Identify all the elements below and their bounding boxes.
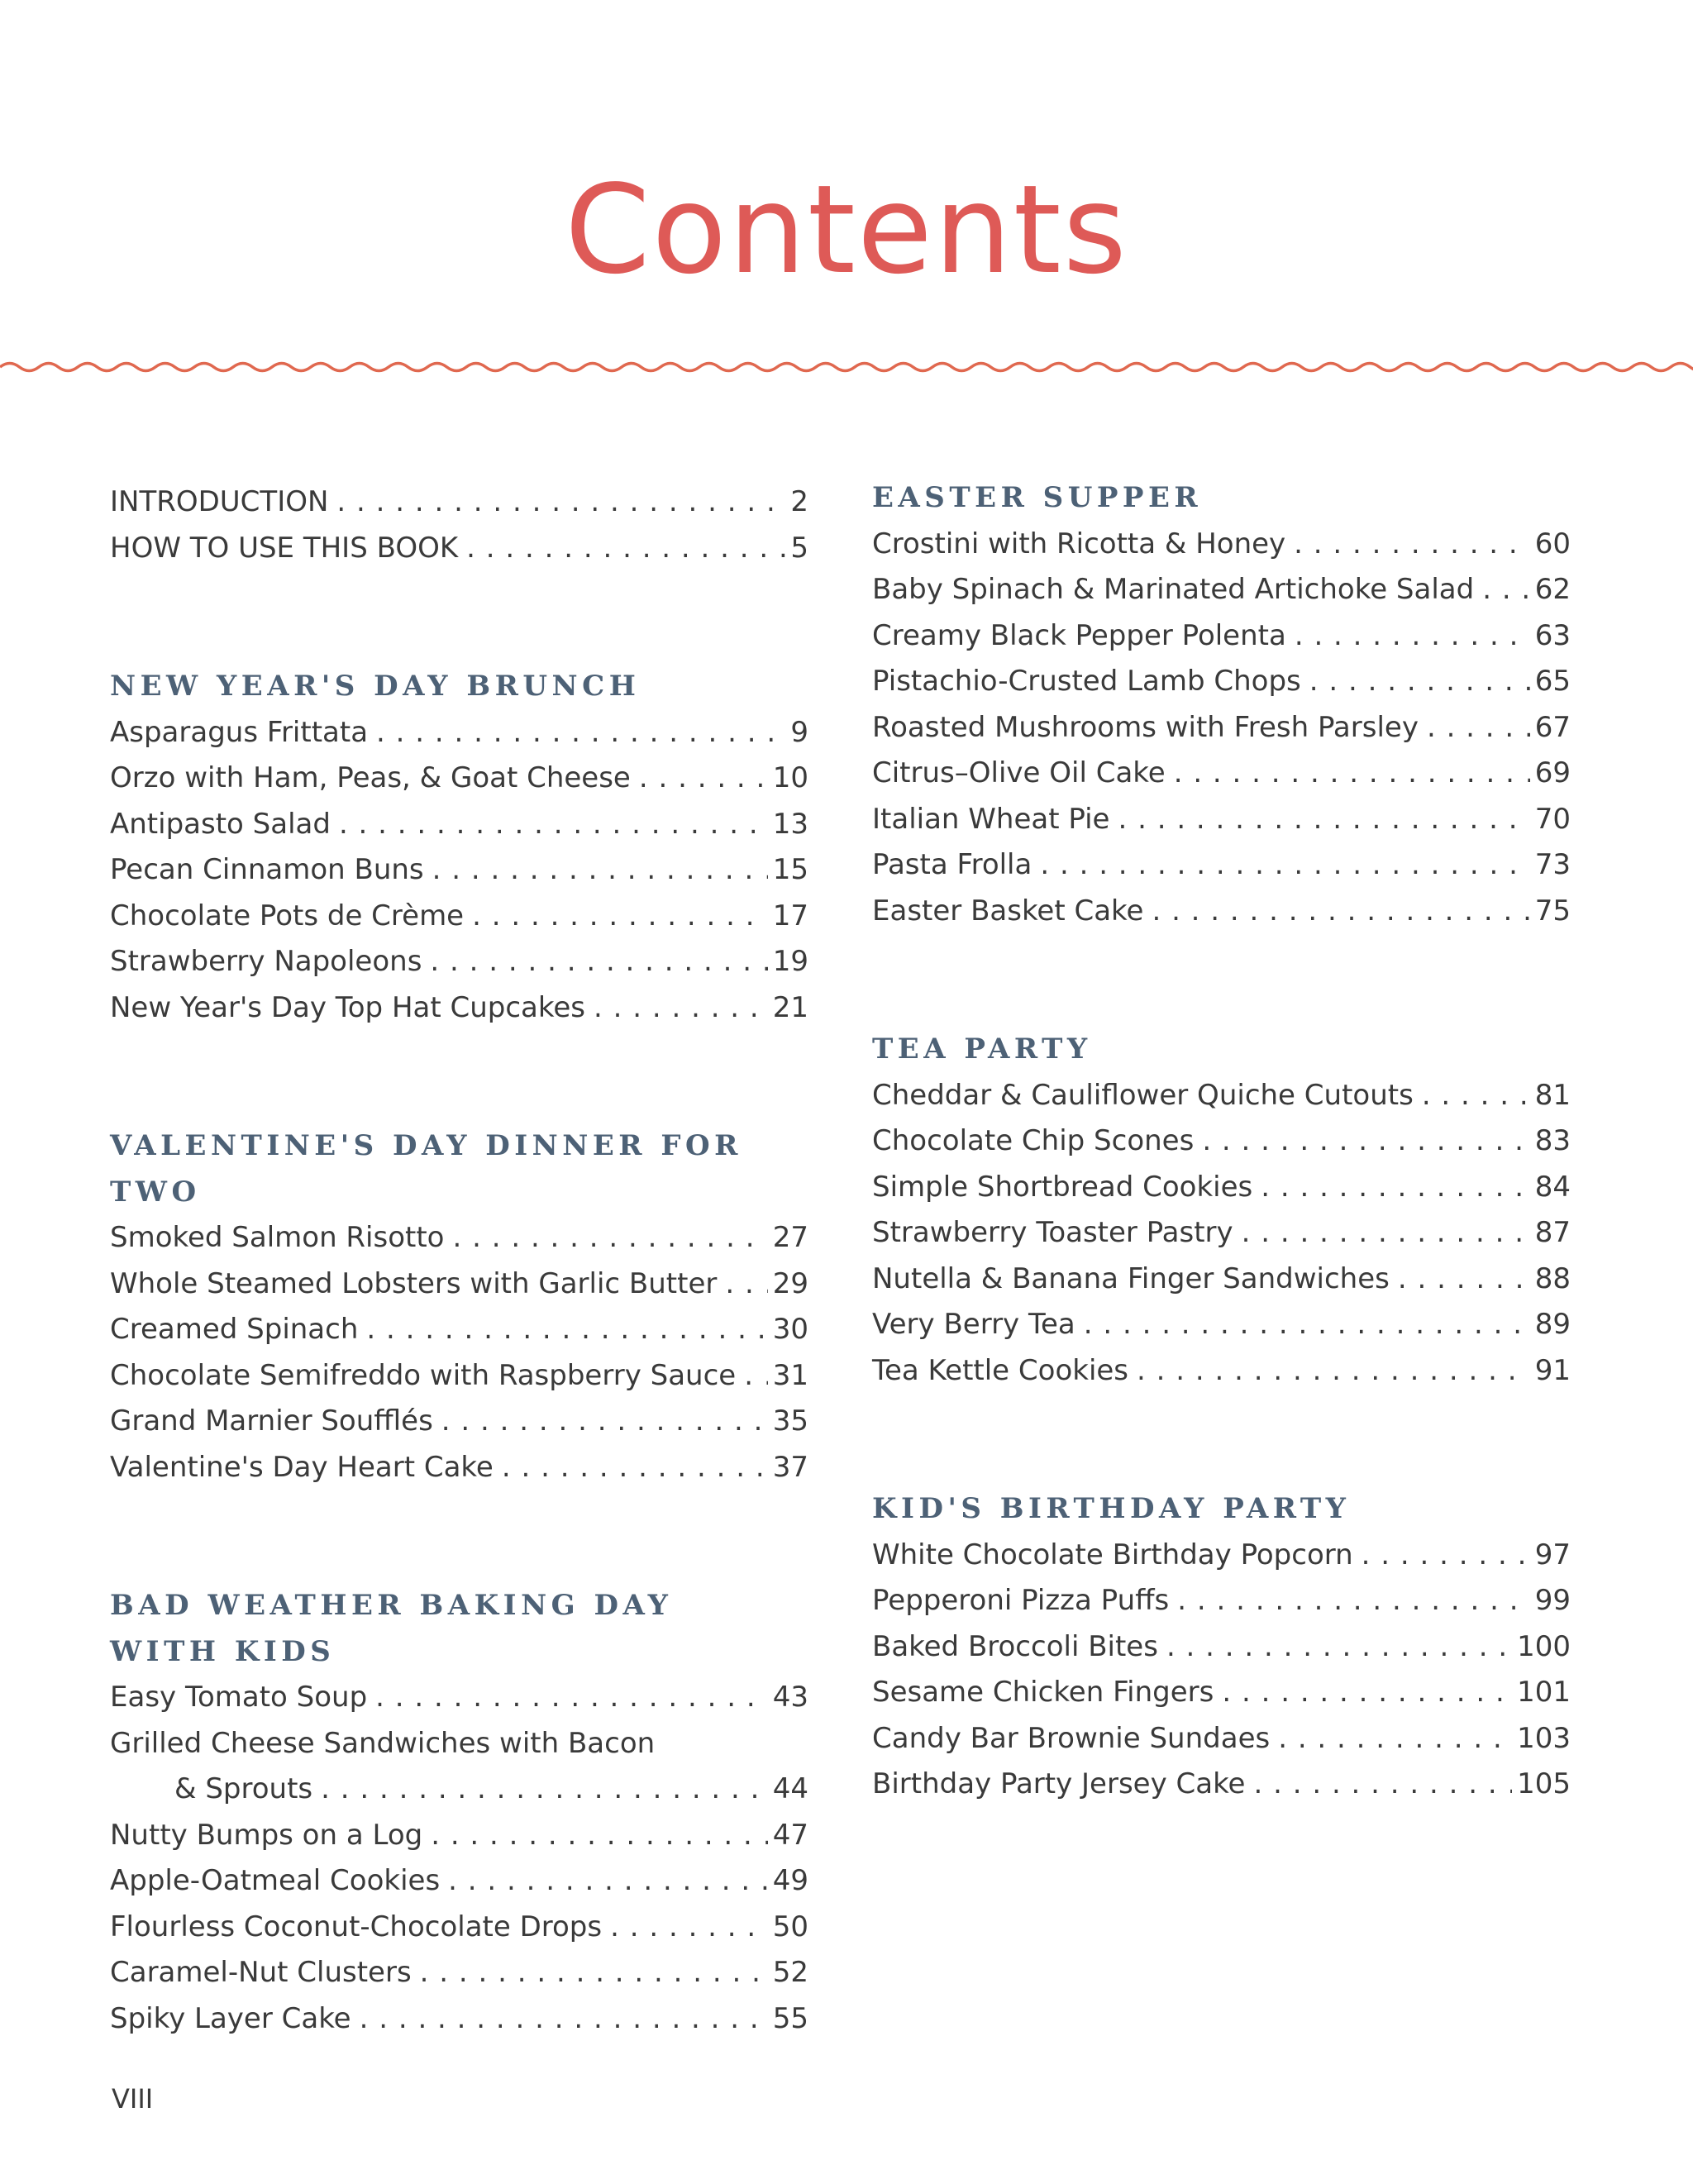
dot-leader <box>639 756 768 802</box>
dot-leader <box>376 710 785 756</box>
dot-leader <box>1427 705 1530 751</box>
toc-entry[interactable] <box>872 842 1571 889</box>
section-kid-s-birthday-party <box>872 1486 1571 1808</box>
entry-page-number: 52 <box>772 1956 808 1989</box>
entry-title: Pasta Frolla <box>872 848 1032 881</box>
entry-title: Flourless Coconut-Chocolate Drops <box>110 1910 603 1943</box>
entry-title: Chocolate Chip Scones <box>872 1124 1195 1157</box>
left-column <box>110 479 808 2134</box>
toc-entry[interactable] <box>872 889 1571 935</box>
entry-page-number: 73 <box>1534 848 1571 881</box>
toc-entry[interactable] <box>110 1858 808 1905</box>
dot-leader <box>1253 1762 1512 1808</box>
entry-page-number: 67 <box>1534 710 1571 744</box>
dot-leader <box>430 939 767 985</box>
section-valentine-s-day-dinner-for-two <box>110 1123 808 1490</box>
toc-entry[interactable] <box>872 522 1571 568</box>
dot-leader <box>502 1445 768 1491</box>
entry-page-number: 35 <box>772 1404 808 1438</box>
entry-page-number: 21 <box>772 990 808 1024</box>
toc-entry[interactable] <box>872 1210 1571 1257</box>
section-heading: TEA PARTY <box>872 1032 1092 1066</box>
dot-leader <box>1222 1670 1512 1716</box>
dot-leader <box>336 479 785 526</box>
entry-title: Very Berry Tea <box>872 1308 1075 1341</box>
entry-title: Apple-Oatmeal Cookies <box>110 1864 441 1897</box>
dot-leader <box>448 1858 768 1905</box>
entry-title: Italian Wheat Pie <box>872 802 1110 836</box>
toc-entry[interactable] <box>872 1073 1571 1119</box>
entry-page-number: 9 <box>790 715 808 749</box>
entry-title: & Sprouts <box>174 1772 313 1805</box>
toc-entry[interactable] <box>872 1257 1571 1303</box>
entry-page-number: 69 <box>1534 756 1571 789</box>
front-matter <box>110 479 808 571</box>
toc-entry[interactable] <box>872 705 1571 751</box>
entry-page-number: 89 <box>1534 1308 1571 1341</box>
section-heading: EASTER SUPPER <box>872 481 1203 514</box>
toc-entry[interactable] <box>110 1261 808 1308</box>
entry-title: Baked Broccoli Bites <box>872 1629 1158 1663</box>
entry-page-number: 105 <box>1517 1767 1571 1800</box>
toc-entry[interactable] <box>110 1905 808 1951</box>
dot-leader <box>1174 751 1530 797</box>
toc-entry[interactable] <box>110 1307 808 1353</box>
entry-page-number: 100 <box>1517 1629 1571 1663</box>
dot-leader <box>431 1813 768 1859</box>
entry-page-number: 44 <box>772 1772 808 1805</box>
entry-page-number: 15 <box>772 853 808 886</box>
entry-title: INTRODUCTION <box>110 485 329 518</box>
entry-page-number: 5 <box>790 531 808 565</box>
entry-page-number: 83 <box>1534 1124 1571 1157</box>
entry-page-number: 75 <box>1534 894 1571 927</box>
entry-page-number: 63 <box>1534 618 1571 652</box>
entry-page-number: 27 <box>772 1221 808 1254</box>
toc-entry[interactable] <box>872 1348 1571 1395</box>
wavy-divider <box>0 337 1693 387</box>
toc-entry[interactable] <box>110 1353 808 1400</box>
dot-leader <box>1294 522 1530 568</box>
section-heading-line-2: WITH KIDS <box>110 1634 336 1668</box>
toc-entry[interactable] <box>872 1578 1571 1624</box>
dot-leader <box>1309 659 1530 705</box>
dot-leader <box>1166 1624 1512 1671</box>
dot-leader <box>466 526 785 572</box>
entry-page-number: 49 <box>772 1864 808 1897</box>
section-heading: NEW YEAR'S DAY BRUNCH <box>110 670 641 703</box>
entry-page-number: 103 <box>1517 1721 1571 1755</box>
section-new-year-s-day-brunch <box>110 664 808 1031</box>
entry-title: Smoked Salmon Risotto <box>110 1221 445 1254</box>
entry-title: Nutella & Banana Finger Sandwiches <box>872 1261 1390 1295</box>
entry-title: Roasted Mushrooms with Fresh Parsley <box>872 710 1419 744</box>
toc-entry[interactable] <box>110 1445 808 1491</box>
entry-title: HOW TO USE THIS BOOK <box>110 531 459 565</box>
entry-title: Orzo with Ham, Peas, & Goat Cheese <box>110 761 631 794</box>
entry-page-number: 17 <box>772 899 808 932</box>
entry-page-number: 2 <box>790 485 808 518</box>
dot-leader <box>1202 1118 1529 1165</box>
toc-entry[interactable] <box>110 710 808 756</box>
toc-entry[interactable] <box>110 1767 808 1813</box>
dot-leader <box>1137 1348 1530 1395</box>
dot-leader <box>1278 1716 1512 1762</box>
dot-leader <box>610 1905 768 1951</box>
toc-entry[interactable] <box>872 1762 1571 1808</box>
toc-entry[interactable] <box>110 1399 808 1445</box>
entry-title: Antipasto Salad <box>110 807 331 841</box>
dot-leader <box>1084 1302 1530 1348</box>
entry-title: Candy Bar Brownie Sundaes <box>872 1721 1271 1755</box>
entry-title: Sesame Chicken Fingers <box>872 1676 1214 1709</box>
toc-entry[interactable] <box>110 985 808 1032</box>
toc-entry[interactable] <box>110 1675 808 1721</box>
toc-entry[interactable] <box>110 939 808 985</box>
dot-leader <box>725 1261 767 1308</box>
entry-title: Pistachio-Crusted Lamb Chops <box>872 665 1301 698</box>
page-folio: VIII <box>112 2083 154 2115</box>
toc-entry[interactable] <box>872 1716 1571 1762</box>
entry-page-number: 10 <box>772 761 808 794</box>
entry-page-number: 19 <box>772 945 808 978</box>
entry-title: Strawberry Napoleons <box>110 945 422 978</box>
toc-entry[interactable] <box>110 1215 808 1261</box>
dot-leader <box>1398 1257 1530 1303</box>
entry-title: Baby Spinach & Marinated Artichoke Salad <box>872 573 1475 606</box>
toc-entry[interactable] <box>110 847 808 894</box>
entry-title: Pepperoni Pizza Puffs <box>872 1584 1170 1617</box>
toc-entry[interactable] <box>110 1813 808 1859</box>
entry-title: Birthday Party Jersey Cake <box>872 1767 1246 1800</box>
section-bad-weather-baking-day <box>110 1583 808 2042</box>
dot-leader <box>594 985 768 1032</box>
dot-leader <box>360 1996 768 2043</box>
entry-title: Creamy Black Pepper Polenta <box>872 618 1286 652</box>
entry-title: White Chocolate Birthday Popcorn <box>872 1538 1353 1571</box>
entry-page-number: 30 <box>772 1313 808 1346</box>
dot-leader <box>420 1950 768 1996</box>
dot-leader <box>1295 613 1530 660</box>
entry-page-number: 101 <box>1517 1676 1571 1709</box>
toc-entry[interactable] <box>110 894 808 940</box>
toc-entry[interactable] <box>110 479 808 526</box>
entry-title: Strawberry Toaster Pastry <box>872 1216 1233 1249</box>
dot-leader <box>1040 842 1529 889</box>
dot-leader <box>321 1767 768 1813</box>
dot-leader <box>375 1675 768 1721</box>
entry-page-number: 97 <box>1534 1538 1571 1571</box>
toc-entry[interactable] <box>872 1533 1571 1579</box>
dot-leader <box>1242 1210 1530 1257</box>
toc-entry[interactable] <box>872 1670 1571 1716</box>
right-column <box>872 475 1571 1900</box>
entry-page-number: 13 <box>772 807 808 841</box>
dot-leader <box>1482 567 1530 613</box>
section-heading: BAD WEATHER BAKING DAY <box>110 1589 673 1622</box>
entry-page-number: 81 <box>1534 1078 1571 1112</box>
section-easter-supper <box>872 475 1571 934</box>
dot-leader <box>1362 1533 1530 1579</box>
entry-title: New Year's Day Top Hat Cupcakes <box>110 990 585 1024</box>
entry-page-number: 29 <box>772 1266 808 1300</box>
toc-entry[interactable] <box>872 797 1571 843</box>
toc-entry[interactable] <box>872 1624 1571 1671</box>
toc-entry[interactable] <box>872 613 1571 660</box>
entry-title: Easy Tomato Soup <box>110 1681 368 1714</box>
entry-title: Valentine's Day Heart Cake <box>110 1450 494 1484</box>
entry-title: Grand Marnier Soufflés <box>110 1404 433 1438</box>
entry-page-number: 37 <box>772 1450 808 1484</box>
dot-leader <box>441 1399 768 1445</box>
entry-page-number: 87 <box>1534 1216 1571 1249</box>
dot-leader <box>1422 1073 1530 1119</box>
dot-leader <box>432 847 768 894</box>
entry-page-number: 88 <box>1534 1261 1571 1295</box>
entry-page-number: 91 <box>1534 1353 1571 1387</box>
entry-title: Simple Shortbread Cookies <box>872 1170 1253 1204</box>
entry-title: Whole Steamed Lobsters with Garlic Butter <box>110 1266 718 1300</box>
entry-page-number: 99 <box>1534 1584 1571 1617</box>
section-tea-party <box>872 1027 1571 1394</box>
dot-leader <box>744 1353 768 1400</box>
toc-entry[interactable] <box>110 1996 808 2043</box>
entry-page-number: 43 <box>772 1681 808 1714</box>
toc-entry[interactable] <box>872 751 1571 797</box>
entry-title: Spiky Layer Cake <box>110 2001 351 2035</box>
entry-page-number: 65 <box>1534 665 1571 698</box>
entry-title: Caramel-Nut Clusters <box>110 1956 412 1989</box>
entry-title: Citrus–Olive Oil Cake <box>872 756 1166 789</box>
dot-leader <box>1261 1165 1530 1211</box>
entry-page-number: 84 <box>1534 1170 1571 1204</box>
entry-page-number: 55 <box>772 2001 808 2035</box>
toc-entry[interactable] <box>110 526 808 572</box>
dot-leader <box>1177 1578 1529 1624</box>
entry-page-number: 70 <box>1534 802 1571 836</box>
dot-leader <box>339 802 768 848</box>
toc-entry[interactable] <box>872 1302 1571 1348</box>
entry-title: Nutty Bumps on a Log <box>110 1818 423 1852</box>
toc-entry[interactable] <box>872 659 1571 705</box>
dot-leader <box>1152 889 1529 935</box>
toc-entry[interactable] <box>110 802 808 848</box>
toc-entry[interactable] <box>110 1721 808 1767</box>
entry-page-number: 60 <box>1534 527 1571 560</box>
dot-leader <box>472 894 768 940</box>
entry-title: Crostini with Ricotta & Honey <box>872 527 1286 560</box>
entry-title: Chocolate Pots de Crème <box>110 899 465 932</box>
entry-title: Cheddar & Cauliflower Quiche Cutouts <box>872 1078 1414 1112</box>
toc-entry[interactable] <box>872 1165 1571 1211</box>
toc-entry[interactable] <box>110 1950 808 1996</box>
entry-page-number: 50 <box>772 1910 808 1943</box>
section-heading: KID'S BIRTHDAY PARTY <box>872 1492 1351 1525</box>
toc-entry[interactable] <box>110 756 808 802</box>
dot-leader <box>1118 797 1529 843</box>
entry-title: Creamed Spinach <box>110 1313 359 1346</box>
entry-title: Asparagus Frittata <box>110 715 369 749</box>
dot-leader <box>452 1215 767 1261</box>
entry-title: Easter Basket Cake <box>872 894 1144 927</box>
entry-page-number: 31 <box>772 1358 808 1392</box>
page-title: Contents <box>565 159 1128 302</box>
entry-title: Pecan Cinnamon Buns <box>110 853 424 886</box>
toc-entry[interactable] <box>872 1118 1571 1165</box>
entry-title: Tea Kettle Cookies <box>872 1353 1129 1387</box>
dot-leader <box>366 1307 767 1353</box>
toc-entry[interactable] <box>872 567 1571 613</box>
section-heading: VALENTINE'S DAY DINNER FOR TWO <box>110 1129 742 1209</box>
entry-page-number: 62 <box>1534 573 1571 606</box>
entry-page-number: 47 <box>772 1818 808 1852</box>
entry-title: Chocolate Semifreddo with Raspberry Sauce <box>110 1358 737 1392</box>
entry-title: Grilled Cheese Sandwiches with Bacon <box>110 1726 656 1760</box>
